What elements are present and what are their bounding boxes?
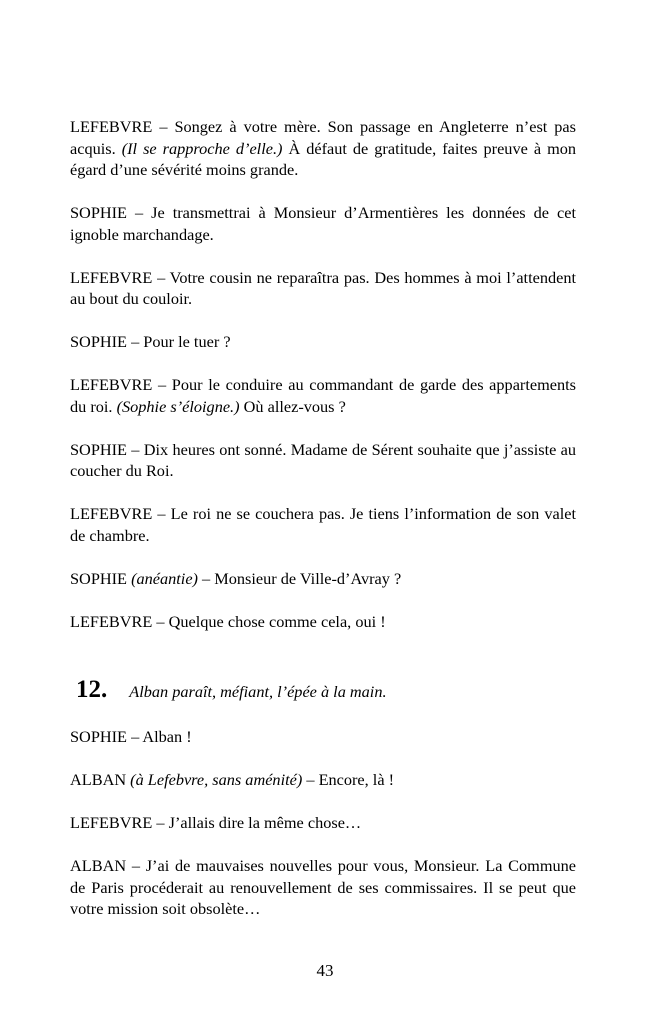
- line-text: – Dix heures ont sonné. Madame de Sérent souhaite que j’assiste au coucher du Roi.: [70, 439, 576, 480]
- speaker-name: ALBAN: [70, 770, 127, 789]
- speaker-name: SOPHIE: [70, 203, 127, 222]
- line-text: – Le roi ne se couchera pas. Je tiens l’information de son valet de chambre.: [70, 504, 576, 545]
- speaker-name: LEFEBVRE: [70, 611, 153, 631]
- line-text: – Monsieur de Ville-d’Avray ?: [197, 568, 402, 588]
- dialogue-line: [70, 331, 576, 353]
- speaker-name: SOPHIE: [70, 727, 127, 746]
- speaker-name: SOPHIE: [70, 568, 127, 588]
- scene-stage-direction: Alban paraît, méfiant, l’épée à la main.: [129, 682, 387, 701]
- dialogue-line: [70, 439, 576, 482]
- dialogue-after-scene: [70, 726, 576, 920]
- line-text: – Encore, là !: [302, 770, 395, 789]
- stage-direction: (Il se rapproche d’elle.): [121, 138, 283, 158]
- dialogue-line: [70, 812, 576, 834]
- scene-number: 12.: [76, 676, 108, 703]
- dialogue-line: [70, 855, 576, 920]
- speaker-name: LEFEBVRE: [70, 504, 153, 523]
- page-number: 43: [316, 961, 334, 980]
- dialogue-line: [70, 202, 576, 245]
- dialogue-line: [70, 769, 576, 791]
- stage-direction: (anéantie): [131, 568, 198, 588]
- line-text: – Alban !: [131, 727, 192, 746]
- scene-heading: [76, 676, 576, 704]
- dialogue-line: [70, 726, 576, 748]
- line-text: – Je transmettrai à Monsieur d’Armentières les données de cet ignoble marchandage.: [70, 203, 576, 244]
- page-text: [70, 116, 576, 941]
- stage-direction: (à Lefebvre, sans aménité): [130, 770, 303, 789]
- dialogue-line: [70, 503, 576, 546]
- speaker-name: LEFEBVRE: [70, 267, 153, 287]
- speaker-name: LEFEBVRE: [70, 117, 153, 136]
- line-text: – Pour le conduire au commandant de garde des appartements du roi.: [70, 375, 576, 416]
- dialogue-line: [70, 116, 576, 181]
- line-text: À défaut de gratitude, faites preuve à mon égard d’une sévérité moins grande.: [70, 138, 577, 179]
- speaker-name: SOPHIE: [70, 439, 127, 459]
- speaker-name: LEFEBVRE: [70, 375, 153, 394]
- line-text: – J’allais dire la même chose…: [156, 813, 362, 832]
- speaker-name: ALBAN: [70, 856, 127, 875]
- dialogue-before-scene: [70, 116, 576, 632]
- line-text: – Quelque chose comme cela, oui !: [156, 611, 386, 631]
- dialogue-line: [70, 374, 576, 417]
- dialogue-line: [70, 568, 576, 590]
- line-text: – J’ai de mauvaises nouvelles pour vous, Monsieur. La Commune de Paris procéderait au renouvellement de ses commissaires. Il se peut que votre mission soit obsolète…: [70, 856, 576, 918]
- dialogue-line: [70, 267, 576, 310]
- line-text: Où allez-vous ?: [239, 396, 346, 416]
- line-text: – Songez à votre mère. Son passage en Angleterre n’est pas acquis.: [70, 117, 576, 158]
- speaker-name: LEFEBVRE: [70, 813, 153, 832]
- stage-direction: (Sophie s’éloigne.): [116, 396, 240, 416]
- line-text: – Pour le tuer ?: [131, 332, 231, 351]
- dialogue-line: [70, 611, 576, 633]
- speaker-name: SOPHIE: [70, 332, 127, 351]
- line-text: – Votre cousin ne reparaîtra pas. Des hommes à moi l’attendent au bout du couloir.: [70, 267, 576, 308]
